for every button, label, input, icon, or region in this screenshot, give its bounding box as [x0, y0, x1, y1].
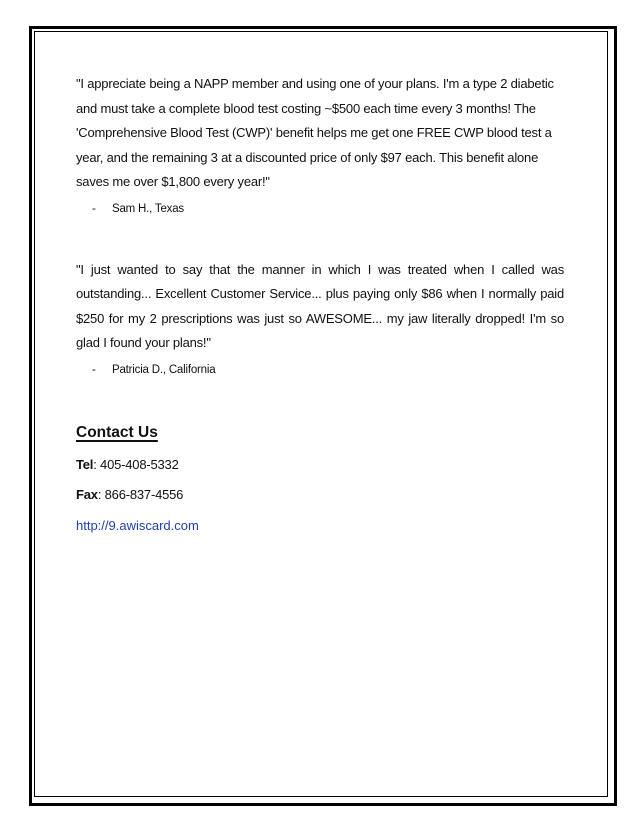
testimonial-author: Sam H., Texas — [112, 202, 184, 215]
testimonial-quote: "I appreciate being a NAPP member and using one of your plans. I'm a type 2 diabetic and must take a complete blood test costing ~$500 each time every 3 months! The 'Comprehensive Blood Test (CWP)' benefit helps me get one FREE CWP blood test a year, and the remaining 3 at a discounted price of only $97 each. This benefit alone saves me over $1,800 every year!" — [76, 76, 554, 189]
website-link[interactable]: http://9.awiscard.com — [76, 517, 199, 533]
contact-fax — [76, 487, 564, 502]
testimonial-author: Patricia D., California — [112, 363, 216, 376]
fax-value: : 866-837-4556 — [97, 486, 184, 502]
document-body — [76, 72, 564, 535]
tel-label: Tel — [76, 456, 94, 472]
attribution-dash: - — [92, 363, 96, 376]
contact-heading: Contact Us — [76, 423, 158, 441]
testimonial-attribution — [92, 203, 564, 215]
testimonial-quote: "I just wanted to say that the manner in which I was treated when I called was outstanding... Excellent Customer Service... plus paying only $86 when I normally paid $250 for my 2 prescriptions was just so AWESOME... my jaw literally dropped! I'm so glad I found your plans!" — [76, 261, 564, 350]
fax-label: Fax — [76, 486, 98, 502]
testimonial-patricia — [76, 258, 564, 376]
tel-value: : 405-408-5332 — [93, 456, 179, 472]
contact-tel — [76, 457, 564, 472]
testimonial-sam — [76, 72, 564, 215]
testimonial-attribution — [92, 364, 564, 376]
attribution-dash: - — [92, 202, 96, 215]
contact-section — [76, 424, 564, 535]
